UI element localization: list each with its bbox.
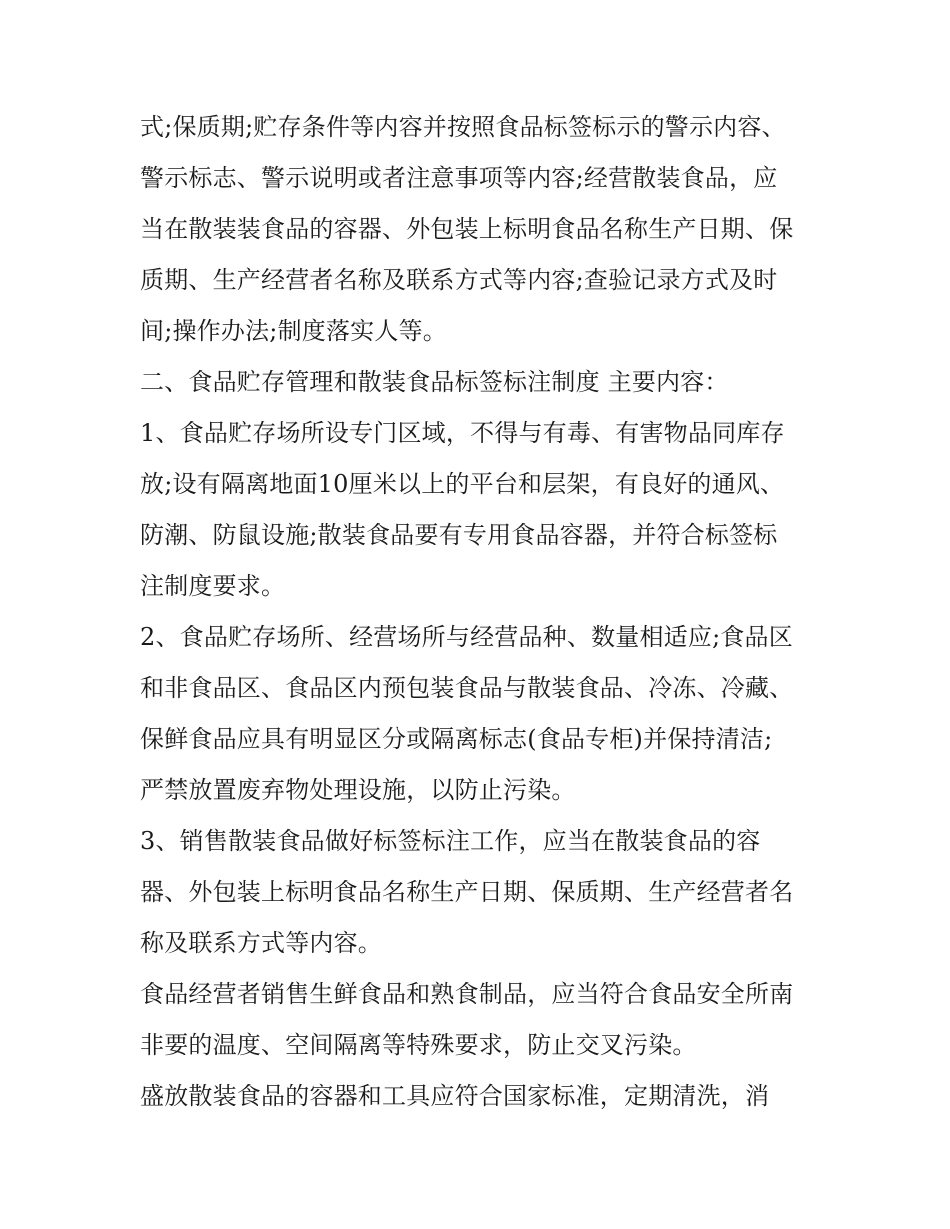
text-line: 当在散装装食品的容器、外包装上标明食品名称生产日期、保 xyxy=(140,215,794,243)
text-line: 称及联系方式等内容。 xyxy=(140,929,382,957)
section-heading: 二、食品贮存管理和散装食品标签标注制度 主要内容： xyxy=(140,368,729,396)
text-line: 质期、生产经营者名称及联系方式等内容;查验记录方式及时 xyxy=(140,266,778,294)
text-line: 2、食品贮存场所、经营场所与经营品种、数量相适应;食品区 xyxy=(140,623,793,651)
text-line: 严禁放置废弃物处理设施，以防止污染。 xyxy=(140,776,576,804)
document-body xyxy=(140,102,820,1122)
text-line: 保鲜食品应具有明显区分或隔离标志(食品专柜)并保持清洁; xyxy=(140,725,773,753)
text-line: 注制度要求。 xyxy=(140,572,286,600)
text-line: 盛放散装食品的容器和工具应符合国家标准，定期清洗，消 xyxy=(140,1082,770,1110)
text-line: 1、食品贮存场所设专门区域，不得与有毒、有害物品同库存 xyxy=(140,419,785,447)
text-line: 间;操作办法;制度落实人等。 xyxy=(140,317,447,345)
text-line: 式;保质期;贮存条件等内容并按照食品标签标示的警示内容、 xyxy=(140,113,786,141)
text-line: 非要的温度、空间隔离等特殊要求，防止交叉污染。 xyxy=(140,1031,697,1059)
text-line: 食品经营者销售生鲜食品和熟食制品，应当符合食品安全所南 xyxy=(140,980,794,1008)
text-line: 3、销售散装食品做好标签标注工作，应当在散装食品的容 xyxy=(140,827,761,855)
text-line: 器、外包装上标明食品名称生产日期、保质期、生产经营者名 xyxy=(140,878,794,906)
text-line: 放;设有隔离地面10厘米以上的平台和层架，有良好的通风、 xyxy=(140,470,785,498)
text-line: 和非食品区、食品区内预包装食品与散装食品、冷冻、冷藏、 xyxy=(140,674,794,702)
text-line: 警示标志、警示说明或者注意事项等内容;经营散装食品，应 xyxy=(140,164,778,192)
text-line: 防潮、防鼠设施;散装食品要有专用食品容器，并符合标签标 xyxy=(140,521,778,549)
